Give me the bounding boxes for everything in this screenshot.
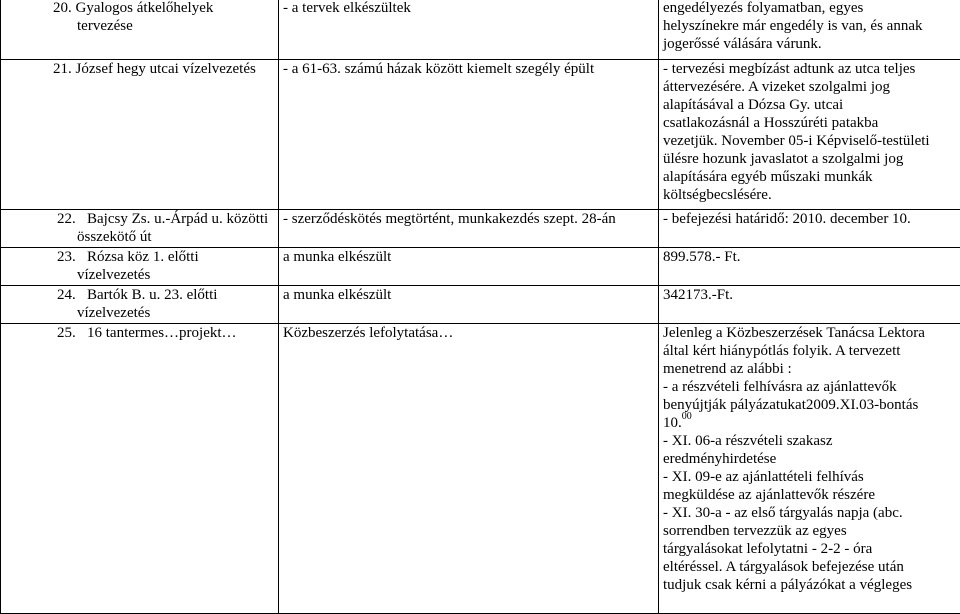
row-25-status-cell <box>279 324 659 614</box>
row-21-note-line1: - tervezési megbízást adtunk az utca teljes <box>663 60 956 78</box>
row-25-note-line14: eltéréssel. A tárgyalások befejezése után <box>663 558 956 576</box>
row-25-note-line9: - XI. 09-e az ajánlattételi felhívás <box>663 468 956 486</box>
row-21-status-cell <box>279 60 659 210</box>
row-22-number: 22. <box>57 211 76 227</box>
row-20-note-line3: jogerőssé válására várunk. <box>663 35 956 53</box>
row-22-status-cell <box>279 210 659 248</box>
row-20-name-cell <box>1 0 279 60</box>
row-23-status-cell <box>279 248 659 286</box>
row-20-status-cell <box>279 0 659 60</box>
row-24-number: 24. <box>57 287 76 303</box>
row-25-note-line3: menetrend az alábbi : <box>663 360 956 378</box>
row-24-name-cell <box>1 286 279 324</box>
row-21-note-line4: csatlakozásnál a Hosszúréti patakba <box>663 114 956 132</box>
row-25-note-superscript: 00 <box>682 411 692 422</box>
row-25-note-line11: - XI. 30-a - az első tárgyalás napja (abc. <box>663 504 956 522</box>
row-20-note-line2: helyszínekre már engedély is van, és annak <box>663 17 956 35</box>
row-20-name-line1: Gyalogos átkelőhelyek <box>76 0 214 16</box>
row-22-name-cell <box>1 210 279 248</box>
row-21-name: József hegy utcai vízelvezetés <box>76 61 256 77</box>
row-25-note-line13: tárgyalásokat lefolytatni - 2-2 - óra <box>663 540 956 558</box>
row-21-name-cell <box>1 60 279 210</box>
row-24-note-cell <box>659 286 960 324</box>
row-23-name-line1: Rózsa köz 1. előtti <box>87 249 199 265</box>
row-25-note-line2: által kért hiánypótlás folyik. A tervezett <box>663 342 956 360</box>
row-25-note-line10: megküldése az ajánlattevők részére <box>663 486 956 504</box>
row-25-note-line4: - a részvételi felhívásra az ajánlattevők <box>663 378 956 396</box>
row-25-note-line7: - XI. 06-a részvételi szakasz <box>663 432 956 450</box>
row-23-note-cell <box>659 248 960 286</box>
row-22-note-cell <box>659 210 960 248</box>
table-row-23 <box>1 248 960 286</box>
row-25-status-line1: Közbeszerzés lefolytatása… <box>283 324 654 342</box>
row-20-note-line1: engedélyezés folyamatban, egyes <box>663 0 956 17</box>
table-row-22 <box>1 210 960 248</box>
row-20-number: 20. <box>53 0 72 16</box>
row-24-status-line1: a munka elkészült <box>283 286 654 304</box>
row-25-note-line12: sorrendben tervezzük az egyes <box>663 522 956 540</box>
row-21-note-line5: vezetjük. November 05-i Képviselő-testületi <box>663 132 956 150</box>
row-21-note-line6: ülésre hozunk javaslatot a szolgalmi jog <box>663 150 956 168</box>
row-25-note-line1: Jelenleg a Közbeszerzések Tanácsa Lektora <box>663 324 956 342</box>
row-21-number: 21. <box>53 61 72 77</box>
row-21-note-cell <box>659 60 960 210</box>
row-21-note-line2: áttervezésére. A vizeket szolgalmi jog <box>663 78 956 96</box>
row-25-number: 25. <box>57 325 76 341</box>
row-25-note-line15: tudjuk csak kérni a pályázókat a végleges <box>663 576 956 594</box>
row-23-status-line1: a munka elkészült <box>283 248 654 266</box>
row-21-note-line8: költségbecslésére. <box>663 186 956 204</box>
row-25-note-line6: 10. <box>663 415 682 431</box>
row-25-note-line5: benyújtják pályázatukat2009.XI.03-bontás <box>663 396 956 414</box>
row-24-note-line1: 342173.-Ft. <box>663 286 956 304</box>
row-25-note-cell <box>659 324 960 614</box>
row-23-note-line1: 899.578.- Ft. <box>663 248 956 266</box>
row-22-name-line1: Bajcsy Zs. u.-Árpád u. közötti <box>87 211 268 227</box>
row-24-name-line1: Bartók B. u. 23. előtti <box>87 287 217 303</box>
row-25-name: 16 tantermes…projekt… <box>87 325 237 341</box>
row-21-status-line1: - a 61-63. számú házak között kiemelt szegély épült <box>283 60 654 78</box>
row-24-name-line2: vízelvezetés <box>5 304 274 322</box>
row-24-status-cell <box>279 286 659 324</box>
row-23-name-line2: vízelvezetés <box>5 266 274 284</box>
row-23-number: 23. <box>57 249 76 265</box>
row-20-status-line1: - a tervek elkészültek <box>283 0 654 17</box>
row-20-name-line2: tervezése <box>53 17 274 35</box>
row-25-name-cell <box>1 324 279 614</box>
table-row-24 <box>1 286 960 324</box>
row-20-note-cell <box>659 0 960 60</box>
table-row-25 <box>1 324 960 614</box>
row-21-note-line7: alapítására egyéb műszaki munkák <box>663 168 956 186</box>
row-25-note-line8: eredményhirdetése <box>663 450 956 468</box>
row-23-name-cell <box>1 248 279 286</box>
row-22-note-line1: - befejezési határidő: 2010. december 10. <box>663 210 956 228</box>
table-row-20 <box>1 0 960 60</box>
row-21-note-line3: alapításával a Dózsa Gy. utcai <box>663 96 956 114</box>
row-22-status-line1: - szerződéskötés megtörtént, munkakezdés szept. 28-án <box>283 210 654 228</box>
table-row-21 <box>1 60 960 210</box>
row-22-name-line2: összekötő út <box>5 228 274 246</box>
